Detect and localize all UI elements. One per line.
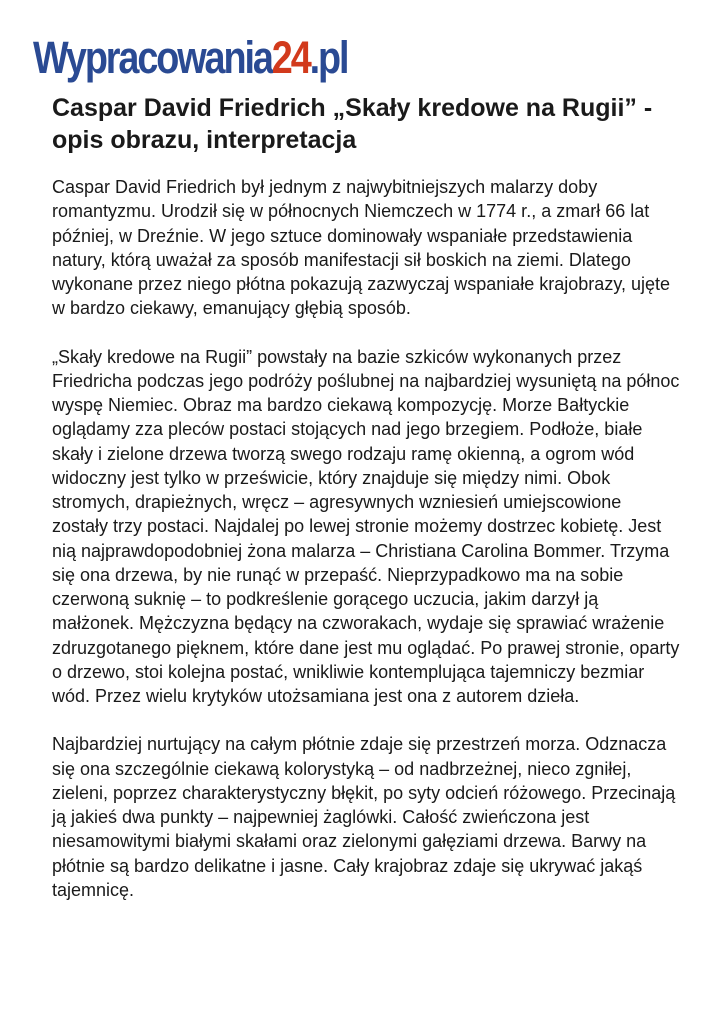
- article-title: Caspar David Friedrich „Skały kredowe na Rugii” - opis obrazu, interpretacja: [52, 94, 653, 154]
- site-logo[interactable]: [33, 14, 348, 83]
- logo-tld-text: .pl: [309, 32, 348, 83]
- article-paragraph-2: „Skały kredowe na Rugii” powstały na bazie szkiców wykonanych przez Friedricha podczas jego podróży poślubnej na najbardziej wysuniętą na północ wyspę Niemiec. Obraz ma bardzo ciekawą kompozycję. Morze Bałtyckie oglądamy zza pleców postaci stojących nad jego brzegiem. Podłoże, białe skały i zielone drzewa tworzą swego rodzaju ramę okienną, a ogrom wód widoczny jest tylko w prześwicie, który znajduje się między nimi. Obok stromych, drapieżnych, wręcz – agresywnych wzniesień umiejscowione zostały trzy postaci. Najdalej po lewej stronie możemy dostrzec kobietę. Jest nią najprawdopodobniej żona malarza – Christiana Carolina Bommer. Trzyma się ona drzewa, by nie runąć w przepaść. Nieprzypadkowo ma na sobie czerwoną suknię – to podkreślenie gorącego uczucia, jakim darzył ją małżonek. Mężczyzna będący na czworakach, wydaje się sprawiać wrażenie zdruzgotanego pięknem, które dane jest mu oglądać. Po prawej stronie, oparty o drzewo, stoi kolejna postać, wnikliwie kontemplująca tajemniczy bezmiar wód. Przez wielu krytyków utożsamiana jest ona z autorem dzieła.: [52, 346, 680, 706]
- article-paragraph-1: Caspar David Friedrich był jednym z najwybitniejszych malarzy doby romantyzmu. Urodził się w północnych Niemczech w 1774 r., a zmarł 66 lat później, w Dreźnie. W jego sztuce dominowały wspaniałe przedstawienia natury, którą uważał za sposób manifestacji sił boskich na ziemi. Dlatego wykonane przez niego płótna pokazują zazwyczaj wspaniałe krajobrazy, ujęte w bardzo ciekawy, emanujący głębią sposób.: [52, 177, 671, 319]
- logo-brand-text: Wypracowania: [33, 32, 272, 83]
- article-body: [52, 175, 682, 926]
- logo-number-text: 24: [271, 32, 310, 83]
- article-paragraph-3: Najbardziej nurtujący na całym płótnie zdaje się przestrzeń morza. Odznacza się ona szczególnie ciekawą kolorystyką – od nadbrzeżnej, nieco zgniłej, zieleni, poprzez charakterystyczny błękit, po syty odcień różowego. Przecinają ją jakieś dwa punkty – najpewniej żaglówki. Całość zwieńczona jest niesamowitymi białymi skałami oraz zielonymi gałęziami drzewa. Barwy na płótnie są bardzo delikatne i jasne. Cały krajobraz zdaje się ukrywać jakąś tajemnicę.: [52, 734, 676, 900]
